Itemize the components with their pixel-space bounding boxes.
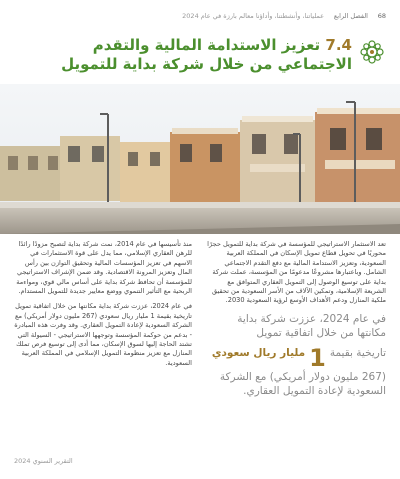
pull-quote (206, 312, 386, 398)
chapter-label: الفصل الرابع (333, 12, 368, 20)
page-header (14, 12, 386, 24)
intro-paragraph: تعد الاستثمار الاستراتيجي للمؤسسة في شركة بداية للتمويل حجرًا محوريًا في تحويل قطاع تمويل الإسكان في المملكة العربية السعودية، وتعزيز الاستدامة المالية مع دفع التقدم الاجتماعي الشامل. وباعتبارها مشروعًا مدعومًا من المؤسسة، عملت شركة بداية على توسيع الوصول إلى التمويل العقاري المتوافق مع الشريعة الإسلامية، وتمكين الآلاف من الأسر السعودية من تحقيق ملكية المنازل ودعم الأهداف الأوسع لرؤية السعودية 2030. (207, 240, 386, 305)
section-number: 7.4 (325, 36, 352, 54)
heading-line-1 (92, 36, 352, 55)
report-footer: التقرير السنوي 2024 (14, 457, 73, 465)
section-heading (61, 36, 352, 74)
body-paragraph-2: في عام 2024، عززت شركة بداية مكانتها من خلال اتفاقية تمويل تاريخية بقيمة 1 مليار ريال سعودي (267 مليون دولار أمريكي) مع الشركة السعودية لإعادة التمويل العقاري. وقد وفرت هذه المبادرة - بدعم من حوكمة المؤسسة وتوجهها الاستراتيجي - السيولة التي تشتد الحاجة إليها لسوق الإسكان، مما أدى إلى توسيع فرص تملك المنازل مع تعزيز منظومة التمويل الإسلامي في المملكة العربية السعودية. (14, 302, 192, 367)
pull-quote-line: في عام 2024، عززت شركة بداية مكانتها من خلال اتفاقية تمويل (237, 312, 386, 339)
housing-photo (0, 84, 400, 234)
heading-line-2: الاجتماعي من خلال شركة بداية للتمويل (61, 55, 352, 73)
heading-line-1-text: تعزيز الاستدامة المالية والتقدم (92, 36, 321, 54)
stat-prefix: تاريخية بقيمة (329, 346, 386, 359)
section-logo-icon (358, 38, 386, 66)
stat-amount: مليار ريال سعودي (211, 346, 306, 359)
stat-rest: (267 مليون دولار أمريكي) مع الشركة السعودية لإعادة التمويل العقاري. (219, 370, 386, 397)
page-number: 68 (377, 12, 386, 20)
right-column (206, 240, 386, 398)
left-column (14, 240, 192, 374)
stat-number: 1 (309, 343, 326, 372)
body-paragraph-1: منذ تأسيسها في عام 2014، نمت شركة بداية لتصبح مزودًا رائدًا للرهن العقاري الإسلامي، مما يدل على قوة الاستثمارات في الاسهم في تعزيز المؤسسات المالية وتحقيق التوازن بين رأس المال وتعزيز المرونة الاقتصادية. وقد ضمن الإشراف الاستراتيجي للمؤسسة أن تحافظ شركة بداية على أساس مالي قوي، ومواءمة الربحية مع التأثير التنموي ووضع معايير جديدة للتمويل المستدام. (16, 240, 192, 296)
section-subtitle: عملياتنا، وأنشطتنا، وأداؤنا معالم بارزة في عام 2024 (182, 12, 324, 20)
stat-callout (206, 343, 386, 372)
